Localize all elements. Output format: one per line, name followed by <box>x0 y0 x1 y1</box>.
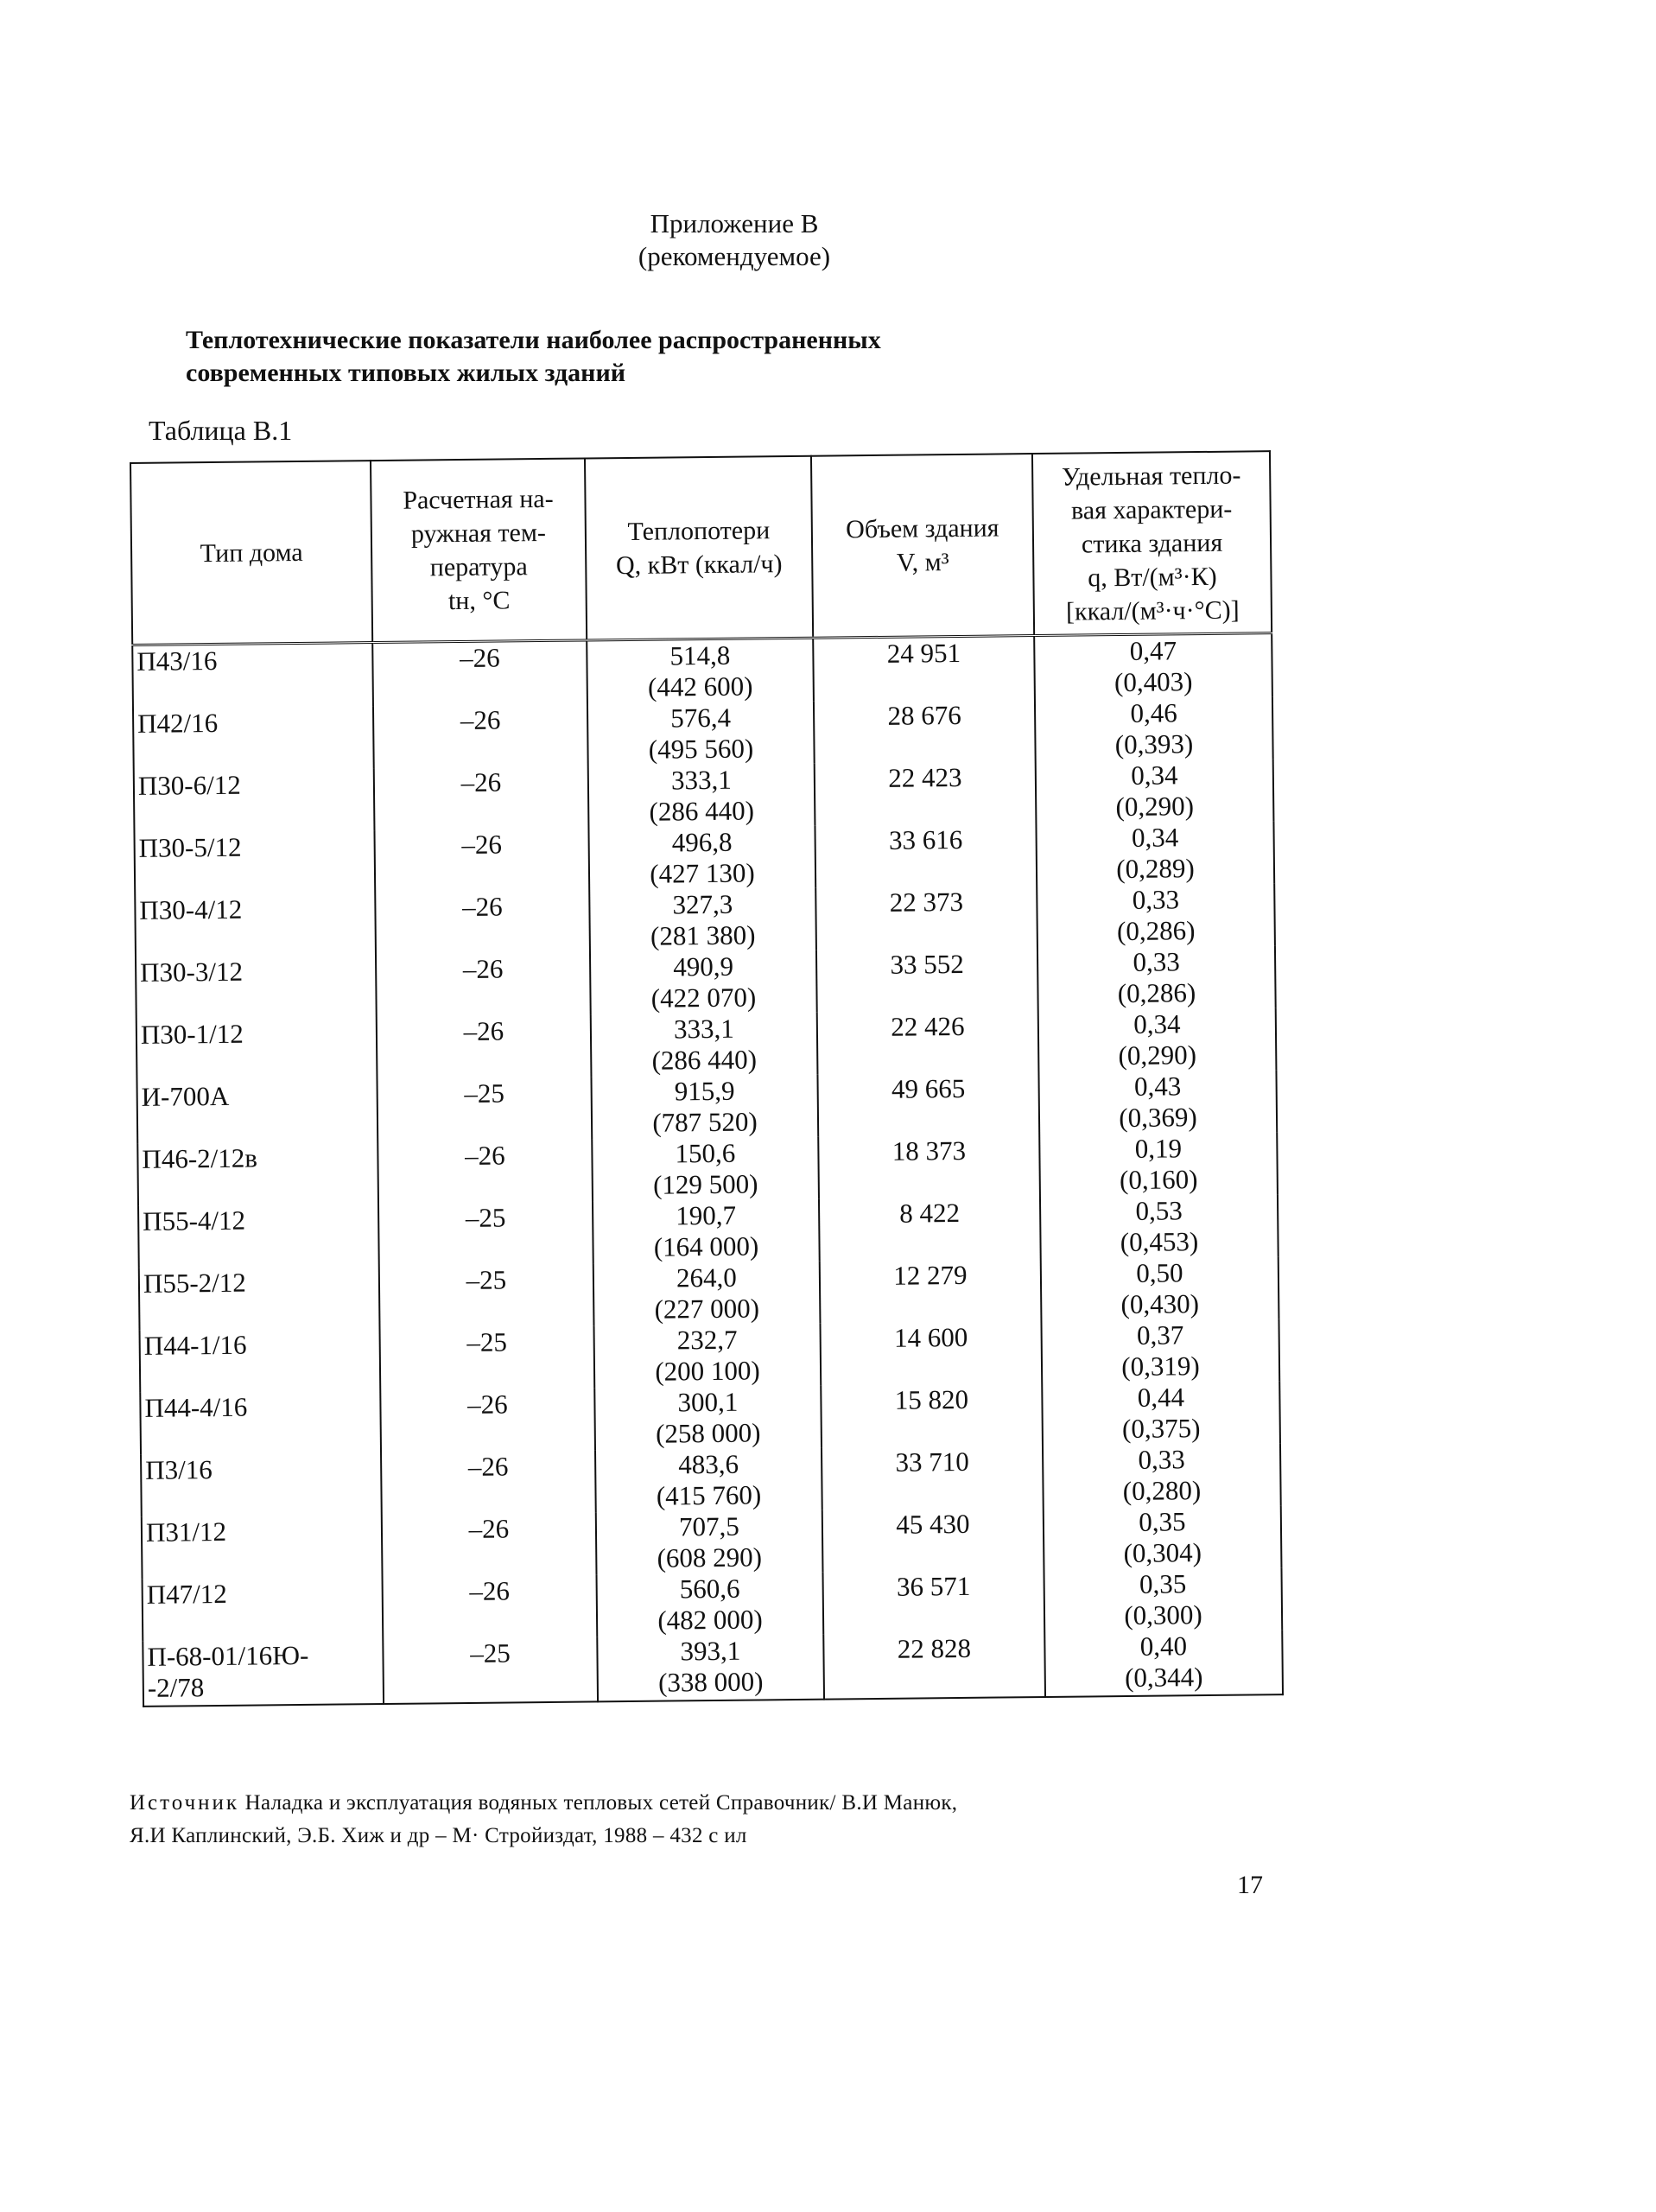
heading-line-1: Теплотехнические показатели наиболее распространенных <box>186 326 881 354</box>
cell-outdoor-temperature: –26 <box>383 1574 598 1639</box>
source-line-1 <box>130 1787 1287 1820</box>
cell-house-type: П43/16 <box>132 643 373 709</box>
cell-outdoor-temperature: –26 <box>377 1014 592 1079</box>
table-row <box>137 1132 1278 1206</box>
cell-building-volume: 14 600 <box>820 1321 1042 1386</box>
source-text-1: Наладка и эксплуатация водяных тепловых сетей Справочник/ В.И Манюк, <box>244 1791 958 1815</box>
cell-heat-loss: 576,4 (495 560) <box>587 702 815 766</box>
cell-building-volume: 33 710 <box>822 1446 1044 1510</box>
cell-building-volume: 28 676 <box>814 699 1036 764</box>
table-row <box>136 1007 1277 1082</box>
table-row <box>132 633 1272 709</box>
header-temperature: Расчетная на- ружная тем- пература tн, °С <box>371 458 587 642</box>
page-number: 17 <box>1237 1871 1263 1899</box>
cell-heat-loss: 393,1 (338 000) <box>597 1635 824 1702</box>
table-row <box>138 1194 1278 1268</box>
cell-house-type: П30-4/12 <box>135 893 376 957</box>
cell-heat-loss: 300,1 (258 000) <box>594 1386 822 1451</box>
cell-house-type: П30-3/12 <box>136 955 377 1020</box>
cell-specific-characteristic: 0,34 (0,290) <box>1036 759 1274 823</box>
cell-specific-characteristic: 0,53 (0,453) <box>1040 1194 1278 1259</box>
source-label: Источник <box>130 1791 240 1815</box>
cell-specific-characteristic: 0,33 (0,280) <box>1043 1443 1281 1508</box>
cell-building-volume: 33 616 <box>815 823 1037 888</box>
heading-line-2: современных типовых жилых зданий <box>186 359 626 387</box>
cell-house-type: П3/16 <box>141 1452 382 1517</box>
header-volume: Объем здания V, м³ <box>811 454 1034 638</box>
cell-house-type: П30-6/12 <box>134 768 375 833</box>
cell-outdoor-temperature: –26 <box>378 1139 593 1204</box>
cell-house-type: И-700А <box>137 1079 378 1144</box>
appendix-subtitle: (рекомендуемое) <box>638 241 831 271</box>
cell-heat-loss: 190,7 (164 000) <box>593 1199 820 1264</box>
cell-outdoor-temperature: –26 <box>374 766 589 830</box>
cell-specific-characteristic: 0,34 (0,290) <box>1038 1007 1277 1072</box>
cell-heat-loss: 490,9 (422 070) <box>590 950 817 1015</box>
cell-specific-characteristic: 0,35 (0,300) <box>1044 1567 1282 1632</box>
cell-heat-loss: 327,3 (281 380) <box>589 888 816 953</box>
header-type: Тип дома <box>130 461 372 645</box>
table-row <box>141 1443 1281 1517</box>
cell-house-type: П47/12 <box>143 1577 384 1642</box>
cell-heat-loss: 915,9 (787 520) <box>591 1075 818 1140</box>
source-text-2: Я.И Каплинский, Э.Б. Хиж и др – М· Стройиздат, 1988 – 432 с ил <box>130 1824 747 1847</box>
cell-building-volume: 12 279 <box>820 1259 1042 1324</box>
data-table <box>130 450 1284 1707</box>
cell-building-volume: 49 665 <box>817 1072 1039 1137</box>
cell-outdoor-temperature: –25 <box>378 1201 593 1266</box>
cell-specific-characteristic: 0,35 (0,304) <box>1044 1505 1282 1570</box>
cell-specific-characteristic: 0,46 (0,393) <box>1035 696 1273 761</box>
cell-specific-characteristic: 0,50 (0,430) <box>1041 1256 1279 1321</box>
cell-heat-loss: 560,6 (482 000) <box>597 1573 824 1637</box>
table-heading <box>186 324 1222 390</box>
table-row <box>139 1256 1279 1331</box>
table-label: Таблица В.1 <box>149 415 293 446</box>
cell-specific-characteristic: 0,37 (0,319) <box>1041 1319 1279 1383</box>
source-note <box>130 1787 1287 1853</box>
cell-outdoor-temperature: –26 <box>380 1388 595 1452</box>
appendix-caption <box>518 207 950 273</box>
cell-heat-loss: 333,1 (286 440) <box>591 1013 818 1077</box>
cell-outdoor-temperature: –26 <box>381 1450 596 1515</box>
cell-house-type: П44-1/16 <box>140 1328 381 1393</box>
table-row <box>134 759 1274 833</box>
cell-building-volume: 15 820 <box>821 1383 1043 1448</box>
cell-house-type: П30-5/12 <box>134 830 375 895</box>
cell-building-volume: 33 552 <box>816 948 1038 1013</box>
cell-heat-loss: 514,8 (442 600) <box>587 638 814 703</box>
cell-building-volume: 22 426 <box>817 1010 1039 1075</box>
cell-heat-loss: 483,6 (415 760) <box>595 1448 822 1513</box>
appendix-title: Приложение В <box>650 208 819 238</box>
cell-building-volume: 24 951 <box>813 636 1035 702</box>
header-heat-loss: Теплопотери Q, кВт (ккал/ч) <box>585 456 813 640</box>
cell-house-type: П46-2/12в <box>137 1141 378 1206</box>
cell-heat-loss: 232,7 (200 100) <box>593 1324 821 1389</box>
cell-heat-loss: 150,6 (129 500) <box>592 1137 819 1202</box>
cell-specific-characteristic: 0,19 (0,160) <box>1039 1132 1278 1197</box>
cell-house-type: П31/12 <box>142 1515 383 1580</box>
cell-specific-characteristic: 0,44 (0,375) <box>1042 1381 1280 1446</box>
table-row <box>136 945 1276 1020</box>
cell-outdoor-temperature: –25 <box>379 1263 594 1328</box>
cell-outdoor-temperature: –26 <box>376 952 591 1017</box>
table-row <box>140 1381 1280 1455</box>
cell-heat-loss: 707,5 (608 290) <box>596 1510 823 1575</box>
cell-specific-characteristic: 0,40 (0,344) <box>1044 1630 1283 1697</box>
cell-outdoor-temperature: –26 <box>375 890 590 955</box>
table-row <box>137 1070 1278 1144</box>
cell-specific-characteristic: 0,33 (0,286) <box>1037 883 1275 948</box>
cell-heat-loss: 496,8 (427 130) <box>588 826 815 891</box>
cell-building-volume: 45 430 <box>822 1508 1044 1573</box>
cell-heat-loss: 333,1 (286 440) <box>588 764 815 829</box>
table-row <box>135 883 1275 957</box>
cell-building-volume: 18 373 <box>818 1135 1040 1199</box>
cell-building-volume: 22 423 <box>815 761 1037 826</box>
cell-specific-characteristic: 0,34 (0,289) <box>1036 821 1274 886</box>
cell-house-type: П44-4/16 <box>140 1390 381 1455</box>
cell-building-volume: 8 422 <box>819 1197 1041 1262</box>
cell-outdoor-temperature: –26 <box>382 1512 597 1577</box>
cell-specific-characteristic: 0,33 (0,286) <box>1037 945 1276 1010</box>
table-row <box>133 696 1273 771</box>
table-row <box>142 1505 1282 1580</box>
table-row <box>140 1319 1280 1393</box>
header-specific-characteristic: Удельная тепло- вая характери- стика здания q, Вт/(м³·К) [ккал/(м³·ч·°С)] <box>1032 451 1272 635</box>
cell-outdoor-temperature: –25 <box>383 1637 598 1704</box>
table-row <box>143 1567 1283 1642</box>
cell-outdoor-temperature: –26 <box>374 828 589 893</box>
table-container <box>130 462 1271 1707</box>
cell-outdoor-temperature: –26 <box>372 640 587 706</box>
cell-building-volume: 22 828 <box>823 1632 1045 1700</box>
table-header-row <box>130 451 1272 645</box>
cell-specific-characteristic: 0,43 (0,369) <box>1038 1070 1277 1135</box>
table-row <box>143 1630 1283 1707</box>
cell-house-type: П-68-01/16Ю- -2/78 <box>143 1639 384 1707</box>
cell-building-volume: 22 373 <box>815 886 1037 950</box>
cell-house-type: П42/16 <box>133 706 374 771</box>
table-body <box>132 633 1283 1707</box>
cell-building-volume: 36 571 <box>822 1570 1044 1635</box>
table-row <box>134 821 1274 895</box>
cell-house-type: П55-4/12 <box>138 1204 379 1268</box>
cell-outdoor-temperature: –25 <box>377 1077 592 1141</box>
cell-outdoor-temperature: –26 <box>373 703 588 768</box>
cell-house-type: П30-1/12 <box>136 1017 378 1082</box>
cell-outdoor-temperature: –25 <box>380 1325 595 1390</box>
cell-heat-loss: 264,0 (227 000) <box>593 1262 821 1326</box>
cell-house-type: П55-2/12 <box>139 1266 380 1331</box>
cell-specific-characteristic: 0,47 (0,403) <box>1034 633 1272 699</box>
